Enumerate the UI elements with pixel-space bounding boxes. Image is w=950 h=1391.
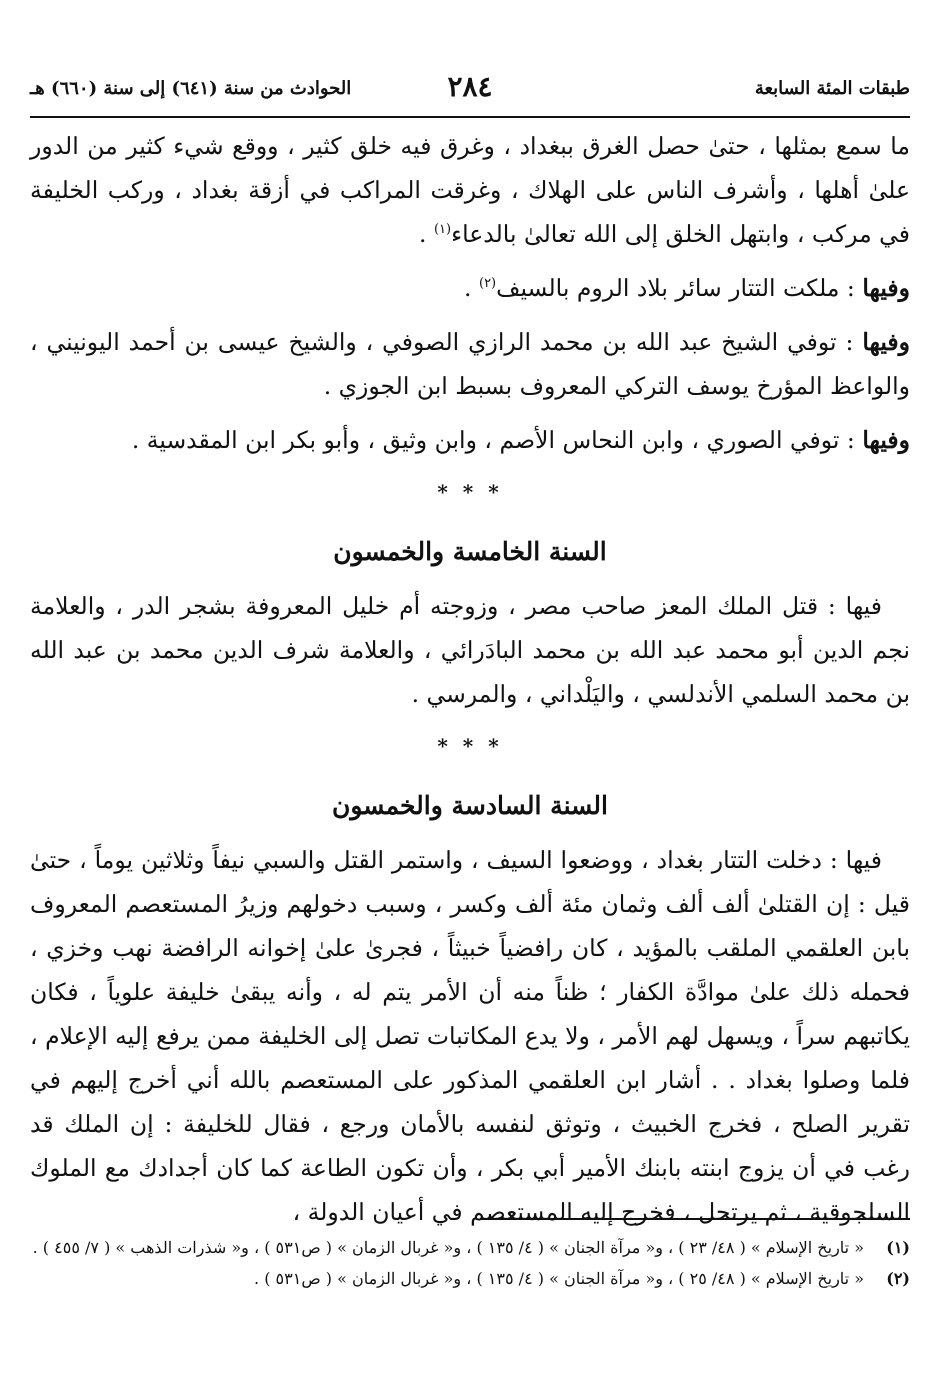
footnotes	[30, 1234, 910, 1296]
section-separator-2: * * *	[437, 734, 503, 758]
section-heading-year-55: السنة الخامسة والخمسون	[333, 537, 607, 566]
intro-paragraph	[30, 124, 910, 256]
footnote-ref-1: (١)	[433, 222, 452, 238]
event-end-1: .	[464, 274, 479, 302]
section-separator-1: * * *	[437, 480, 503, 504]
page-number: ٢٨٤	[447, 70, 493, 103]
intro-text: ما سمع بمثلها ، حتىٰ حصل الغرق ببغداد ، وغرق فيه خلق كثير ، ووقع شيء كثير من الدور علىٰ أهلها ، وأشرف الناس على الهلاك ، وغرقت المراكب في أزقة بغداد ، وركب الخليفة في مركب ، وابتهل الخلق إلى الله تعالىٰ بالدعاء	[30, 132, 910, 248]
footnote-text: « تاريخ الإسلام » ( ٤٨/ ٢٥ ) ، و« مرآة الجنان » ( ٤/ ١٣٥ ) ، و« غربال الزمان » ( ص٥٣١ ) .	[254, 1269, 864, 1288]
event-lead-3: وفيها	[862, 426, 910, 454]
event-text-2: : توفي الشيخ عبد الله بن محمد الرازي الصوفي ، والشيخ عيسى بن أحمد اليونيني ، والواعظ المؤرخ يوسف التركي المعروف بسبط ابن الجوزي .	[30, 328, 910, 400]
footnote	[30, 1234, 910, 1261]
footnote-number: (١)	[886, 1238, 910, 1257]
footnote-rule	[480, 1218, 910, 1220]
main-text	[30, 124, 910, 1234]
event-text-3: : توفي الصوري ، وابن النحاس الأصم ، وابن وثيق ، وأبو بكر ابن المقدسية .	[131, 426, 863, 454]
event-paragraph-1	[30, 266, 910, 310]
intro-end: .	[418, 220, 434, 248]
header-rule	[30, 116, 910, 118]
running-year-range: الحوادث من سنة (٦٤١) إلى سنة (٦٦٠) هـ	[30, 78, 352, 99]
footnote-text: « تاريخ الإسلام » ( ٤٨/ ٢٣ ) ، و« مرآة الجنان » ( ٤/ ١٣٥ ) ، و« غربال الزمان » ( ص٥٣١ ) ، و« شذرات الذهب » ( ٧/ ٤٥٥ ) .	[32, 1238, 864, 1257]
footnote-number: (٢)	[886, 1269, 910, 1288]
footnote	[30, 1265, 910, 1292]
running-book-title: طبقات المئة السابعة	[754, 78, 910, 99]
page-header	[30, 70, 910, 114]
event-lead-1: وفيها	[862, 274, 910, 302]
event-paragraph-3	[30, 418, 910, 462]
section-text-year-55: فيها : قتل الملك المعز صاحب مصر ، وزوجته أم خليل المعروفة بشجر الدر ، والعلامة نجم الدين أبو محمد عبد الله بن محمد البادَرائي ، والعلامة شرف الدين محمد بن عبد الله بن محمد السلمي الأندلسي ، واليَلْداني ، والمرسي .	[30, 592, 910, 708]
event-lead-2: وفيها	[862, 328, 910, 356]
event-text-1: : ملكت التتار سائر بلاد الروم بالسيف	[496, 274, 863, 302]
section-heading-year-56: السنة السادسة والخمسون	[332, 791, 608, 820]
footnote-ref-2: (٢)	[478, 276, 497, 292]
event-paragraph-2	[30, 320, 910, 408]
section-text-year-56: فيها : دخلت التتار بغداد ، ووضعوا السيف ، واستمر القتل والسبي نيفاً وثلاثين يوماً ، حتىٰ قيل : إن القتلىٰ ألف ألف وثمان مئة ألف وكسر ، وسبب دخولهم وزيرُ المستعصم المعروف بابن العلقمي الملقب بالمؤيد ، كان رافضياً خبيثاً ، فجرىٰ علىٰ إخوانه الرافضة نهب وخزي ، فحمله ذلك علىٰ موادَّة الكفار ؛ ظناً منه أن الأمر يتم له ، وأنه يبقىٰ خليفة علوياً ، فكان يكاتبهم سراً ، ويسهل لهم الأمر ، ولا يدع المكاتبات تصل إلى الخليفة ممن يرفع إليه الإعلام ، فلما وصلوا بغداد . . أشار ابن العلقمي المذكور على المستعصم بالله أني أخرج إليهم في تقرير الصلح ، فخرج الخبيث ، وتوثق لنفسه بالأمان ورجع ، فقال للخليفة : إن الملك قد رغب في أن يزوج ابنته بابنك الأمير أبي بكر ، وأن تكون الطاعة كما كان أجدادك مع الملوك السلجوقية ، ثم يرتحل ، فخرج إليه المستعصم في أعيان الدولة ،	[30, 846, 910, 1226]
